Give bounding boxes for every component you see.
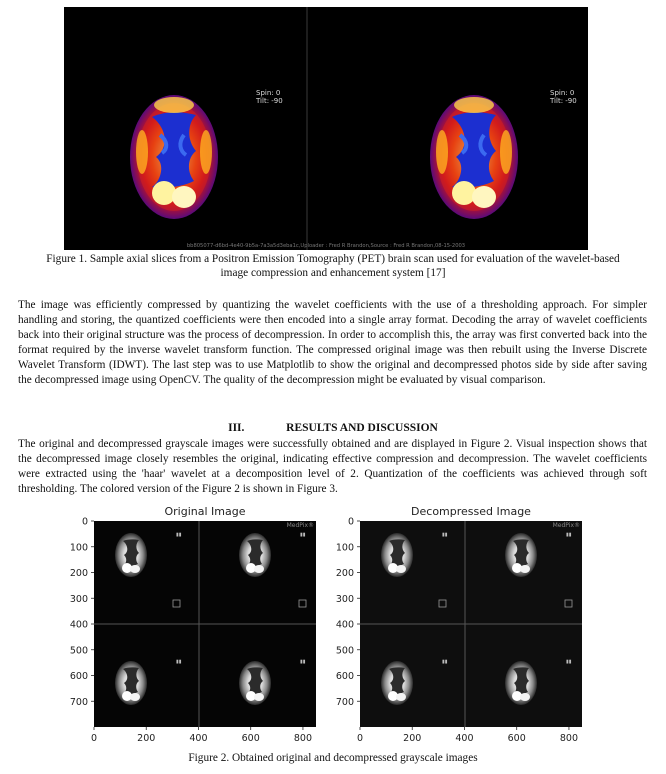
left-ytick-label: 400 xyxy=(69,619,88,631)
body-paragraph-1: The image was efficiently compressed by quantizing the wavelet coefficients with the use of a thresholding approach. For simpler handling and storing, the quantized coefficients were then encoded into a single array format. Decoding the array of wavelet coefficients back into their original structure was the process of decompression. In order to accomplish this, the array was first converted back into the format required by the inverse wavelet transform function. The compressed original image was then rebuilt using the Inverse Discrete Wavelet Transform (IDWT). The last step was to use Matplotlib to show the original and decompressed photos side by side after saving the decompressed image using OpenCV. The quality of the decompression might be evaluated by visual comparison. xyxy=(18,299,647,386)
right-ytick-label: 100 xyxy=(335,542,354,554)
pet-scan-graphic xyxy=(64,7,588,250)
svg-text:▮▮: ▮▮ xyxy=(176,532,182,538)
right-ytick-label: 300 xyxy=(335,593,354,605)
right-medpix-label: MedPix® xyxy=(552,522,580,529)
left-xtick-label: 400 xyxy=(189,733,208,744)
svg-text:▮▮: ▮▮ xyxy=(442,659,448,665)
right-ytick-label: 0 xyxy=(347,516,354,528)
figure1-caption-line1: Figure 1. Sample axial slices from a Positron Emission Tomography (PET) brain scan used for evaluation of the wavelet-based xyxy=(46,253,620,265)
svg-text:▮▮: ▮▮ xyxy=(442,532,448,538)
right-xtick-label: 400 xyxy=(455,733,474,744)
svg-text:▮▮: ▮▮ xyxy=(566,659,572,665)
left-ytick-label: 200 xyxy=(69,568,88,579)
overlay-left-spin: Spin: 0 xyxy=(256,89,281,97)
right-ytick-label: 600 xyxy=(335,671,354,682)
right-xtick-label: 200 xyxy=(403,733,422,744)
pet-brain-right xyxy=(430,95,518,219)
right-xtick-label: 600 xyxy=(507,733,526,744)
figure1-caption-line2: image compression and enhancement system [17] xyxy=(220,267,446,279)
left-ytick-label: 300 xyxy=(69,593,88,605)
left-medpix-label: MedPix® xyxy=(286,522,314,529)
svg-text:▮▮: ▮▮ xyxy=(566,532,572,538)
left-ytick-label: 600 xyxy=(69,671,88,682)
left-ytick-label: 100 xyxy=(69,542,88,554)
left-xtick-label: 0 xyxy=(90,733,98,744)
right-ytick-label: 400 xyxy=(335,619,354,631)
left-ytick-label: 700 xyxy=(69,696,88,708)
figure1-caption xyxy=(20,252,646,280)
right-xtick-label: 800 xyxy=(559,733,579,744)
right-plot-title: Decompressed Image xyxy=(411,505,531,518)
overlay-right-tilt: Tilt: -90 xyxy=(550,97,577,105)
left-image-panel xyxy=(94,521,316,727)
body-paragraph-2: The original and decompressed grayscale images were successfully obtained and are displayed in Figure 2. Visual inspection shows that the decompressed image closely resembles the original, indicating effective compression and decompression. The wavelet coefficients were extracted using the 'haar' wavelet at a decomposition level of 2. Quantization of the coefficients was achieved through soft thresholding. The colored version of the Figure 2 is shown in Figure 3. xyxy=(18,438,647,495)
svg-text:▮▮: ▮▮ xyxy=(176,659,182,665)
section-title: RESULTS AND DISCUSSION xyxy=(286,422,438,434)
left-xtick-label: 600 xyxy=(241,733,260,744)
left-plot-title: Original Image xyxy=(164,505,246,518)
svg-text:▮▮: ▮▮ xyxy=(300,659,306,665)
section-heading xyxy=(0,422,666,434)
figure1-watermark: bb805077-d6bd-4e40-9b5a-7a3a5d3eba1c,Uploader : Fred R Brandon,Source : Fred R Brandon,08-15-2003 xyxy=(186,243,466,249)
figure2-graphic xyxy=(0,515,666,747)
pet-brain-left xyxy=(130,95,218,219)
left-ytick-label: 0 xyxy=(81,516,88,528)
left-ytick-label: 500 xyxy=(69,645,88,657)
right-ytick-label: 700 xyxy=(335,696,354,708)
left-xtick-label: 800 xyxy=(293,733,313,744)
figure2-caption: Figure 2. Obtained original and decompressed grayscale images xyxy=(188,752,478,764)
overlay-left-tilt: Tilt: -90 xyxy=(256,97,283,105)
right-ytick-label: 200 xyxy=(335,568,354,579)
overlay-right-spin: Spin: 0 xyxy=(550,89,575,97)
right-image-panel xyxy=(360,521,582,727)
right-ytick-label: 500 xyxy=(335,645,354,657)
left-xtick-label: 200 xyxy=(137,733,156,744)
figure1-image xyxy=(64,7,588,250)
right-xtick-label: 0 xyxy=(356,733,364,744)
section-number: III. xyxy=(228,422,245,434)
svg-text:▮▮: ▮▮ xyxy=(300,532,306,538)
